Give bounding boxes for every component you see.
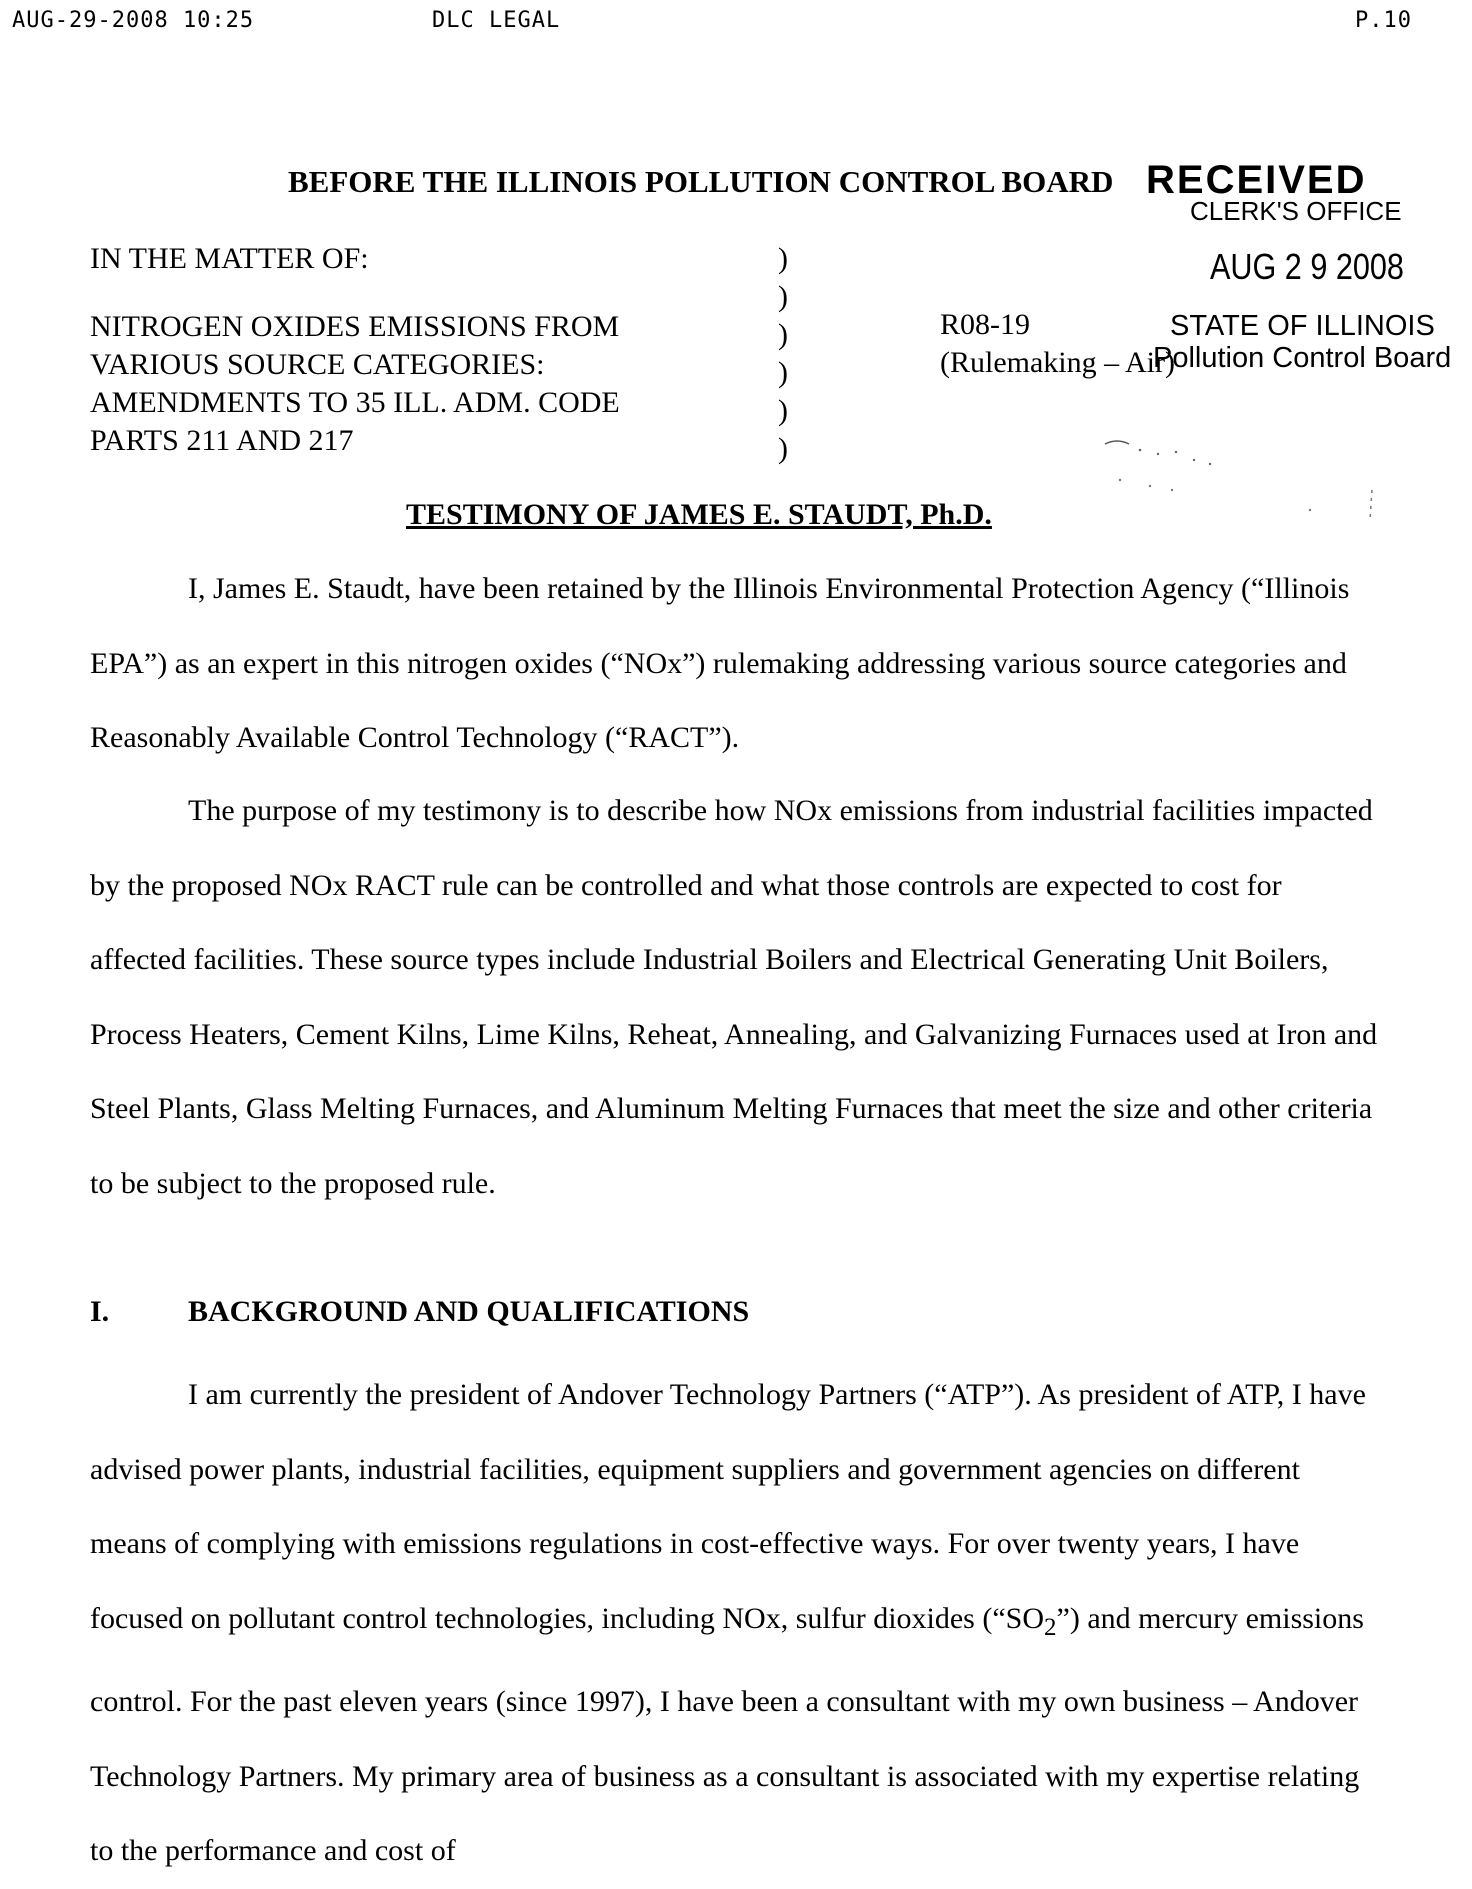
caption-paren: )	[778, 318, 788, 351]
caption-line: AMENDMENTS TO 35 ILL. ADM. CODE	[90, 386, 620, 419]
caption-paren: )	[778, 242, 788, 275]
caption-parentheses	[778, 240, 788, 468]
fax-header	[0, 8, 1472, 38]
received-stamp: RECEIVED	[1146, 158, 1367, 202]
received-date-stamp: AUG 2 9 2008	[1210, 246, 1404, 287]
caption-line: VARIOUS SOURCE CATEGORIES:	[90, 348, 545, 381]
purpose-paragraph	[90, 774, 1380, 1221]
scan-specks	[1100, 430, 1400, 530]
section-heading	[90, 1295, 749, 1329]
state-stamp: STATE OF ILLINOIS	[1170, 310, 1435, 342]
pollution-board-stamp: Pollution Control Board	[1153, 342, 1452, 374]
board-title: BEFORE THE ILLINOIS POLLUTION CONTROL BOARD	[288, 164, 1114, 199]
caption-paren: )	[778, 432, 788, 465]
caption-paren: )	[778, 394, 788, 427]
paragraph-text-part: ”) and mercury emissions control. For the past eleven years (since 1997), I have been a consultant with my own business – Andover Technology Partners. My primary area of business as a consultant is associated with my expertise relating to the performance and cost of	[90, 1601, 1364, 1867]
fax-datetime: AUG-29-2008 10:25	[12, 8, 255, 33]
testimony-title: TESTIMONY OF JAMES E. STAUDT, Ph.D.	[406, 498, 992, 531]
clerk-office-stamp: CLERK'S OFFICE	[1190, 196, 1402, 226]
background-paragraph	[90, 1358, 1380, 1889]
caption-line: NITROGEN OXIDES EMISSIONS FROM	[90, 310, 620, 343]
paragraph-text: The purpose of my testimony is to describe how NOx emissions from industrial facilities impacted by the proposed NOx RACT rule can be controlled and what those controls are expected to cost for affected facilities. These source types include Industrial Boilers and Electrical Generating Unit Boilers, Process Heaters, Cement Kilns, Lime Kilns, Reheat, Annealing, and Galvanizing Furnaces used at Iron and Steel Plants, Glass Melting Furnaces, and Aluminum Melting Furnaces that meet the size and other criteria to be subject to the proposed rule.	[90, 794, 1378, 1200]
docket-type: (Rulemaking – Air)	[940, 346, 1175, 379]
section-number: I.	[90, 1295, 110, 1328]
caption-paren: )	[778, 280, 788, 313]
section-title: BACKGROUND AND QUALIFICATIONS	[188, 1295, 750, 1328]
paragraph-text: I, James E. Staudt, have been retained by the Illinois Environmental Protection Agency (“Illinois EPA”) as an expert in this nitrogen oxides (“NOx”) rulemaking addressing various source categories and Reasonably Available Control Technology (“RACT”).	[90, 572, 1350, 754]
caption-matter: IN THE MATTER OF:	[90, 242, 369, 275]
docket-number: R08-19	[940, 308, 1030, 341]
caption-paren: )	[778, 356, 788, 389]
caption-line: PARTS 211 AND 217	[90, 424, 354, 457]
caption-title	[90, 308, 620, 460]
so2-subscript: 2	[1044, 1613, 1057, 1641]
paragraph-text	[90, 1358, 1380, 1889]
paragraph-text-part: I am currently the president of Andover Technology Partners (“ATP”). As president of ATP, I have advised power plants, industrial facilities, equipment suppliers and government agencies on different means of complying with emissions regulations in cost-effective ways. For over twenty years, I have focused on pollutant control technologies, including NOx, sulfur dioxides (“SO	[90, 1378, 1366, 1635]
intro-paragraph	[90, 552, 1380, 776]
fax-sender: DLC LEGAL	[432, 8, 561, 33]
fax-page-number: P.10	[1355, 8, 1412, 33]
